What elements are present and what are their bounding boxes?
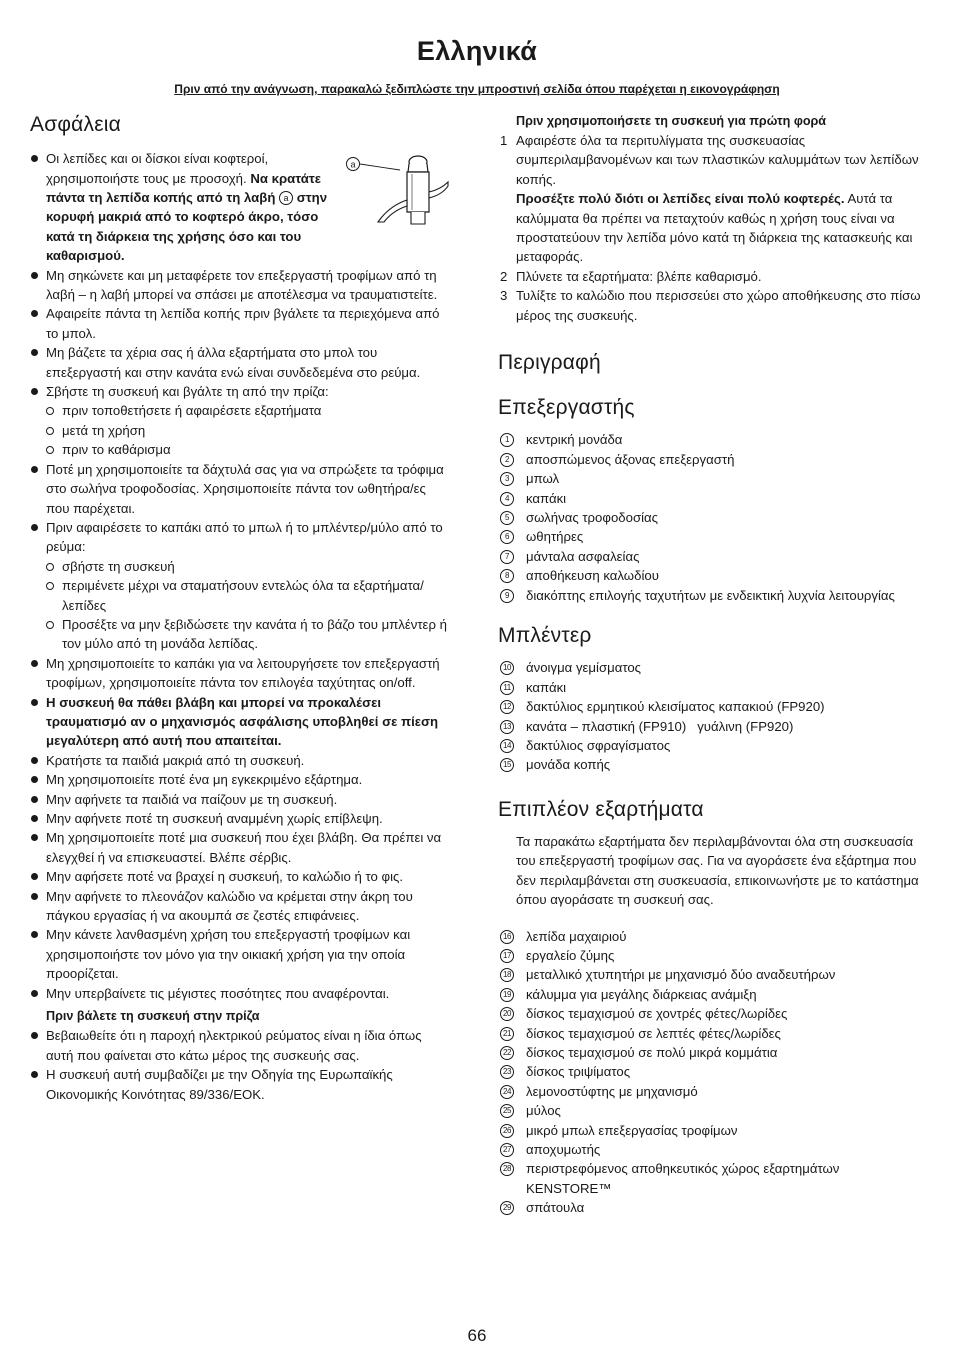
extra-item: 29 σπάτουλα [498,1198,926,1217]
part-item: 7 μάνταλα ασφαλείας [498,547,926,566]
safety-item: Πριν αφαιρέσετε το καπάκι από το μπωλ ή το μπλέντερ/μύλο από το ρεύμα: [30,518,450,557]
extras-intro: Τα παρακάτω εξαρτήματα δεν περιλαμβάνονται όλα στη συσκευασία του επεξεργαστή τροφίμων σας. Για να αγοράσετε ένα εξάρτημα που δεν περιλαμβάνεται στη συσκευασία, επικοινωνήστε με το κατάστημα όπου αγοράσατε τη συσκευή σας. [516,833,919,908]
extra-item: 18 μεταλλικό χτυπητήρι με μηχανισμό δύο αναδευτήρων [498,965,926,984]
safety-item: Μη βάζετε τα χέρια σας ή άλλα εξαρτήματα στο μπολ του επεξεργαστή και στην κανάτα ενώ είναι συνδεδεμένα στο ρεύμα. [30,343,450,382]
extras-heading: Επιπλέον εξαρτήματα [498,797,704,821]
safety-item: Ποτέ μη χρησιμοποιείτε τα δάχτυλά σας για να σπρώξετε τα τρόφιμα στο σωλήνα τροφοδοσίας. Χρησιμοποιείτε πάντα τον ωθητήρα/ες που παρέχεται. [30,460,450,518]
blender-heading: Μπλέντερ [498,624,592,648]
part-item: 12 δακτύλιος ερμητικού κλεισίματος καπακιού (FP920) [498,697,926,716]
safety-item: Σβήστε τη συσκευή και βγάλτε τη από την πρίζα: [30,382,450,401]
safety-item: Μην κάνετε λανθασμένη χρήση του επεξεργαστή τροφίμων και χρησιμοποιήστε τον μόνο για την οικιακή χρήση για την οποία προορίζεται. [30,925,450,983]
plug-item: Η συσκευή αυτή συμβαδίζει με την Οδηγία της Ευρωπαϊκής Οικονομικής Κοινότητας 89/336/ΕΟΚ. [30,1065,450,1104]
extra-item: 22 δίσκος τεμαχισμού σε πολύ μικρά κομμάτια [498,1043,926,1062]
safety-item: Μη χρησιμοποιείτε ποτέ μια συσκευή που έχει βλάβη. Θα πρέπει να ελεγχθεί ή να επισκευαστεί. Βλέπε σέρβις. [30,828,450,867]
safety-item: Μη σηκώνετε και μη μεταφέρετε τον επεξεργαστή τροφίμων από τη λαβή – η λαβή μπορεί να σπάσει με αποτέλεσμα να τραυματιστείτε. [30,266,450,305]
extra-item: 19 κάλυμμα για μεγάλης διάρκειας ανάμιξη [498,985,926,1004]
part-item: 6 ωθητήρες [498,527,926,546]
safety-item-warning: Η συσκευή θα πάθει βλάβη και μπορεί να προκαλέσει τραυματισμό αν ο μηχανισμός ασφάλισης υποβληθεί σε πίεση μεγαλύτερη από αυτή που απαιτείται. [30,693,450,751]
part-item: 11 καπάκι [498,678,926,697]
part-item: 13 κανάτα – πλαστική (FP910) γυάλινη (FP920) [498,717,926,736]
safety-item: Μην υπερβαίνετε τις μέγιστες ποσότητες που αναφέρονται. [30,984,450,1003]
plug-subheading: Πριν βάλετε τη συσκευή στην πρίζα [46,1009,260,1024]
safety-item-blades: Οι λεπίδες και οι δίσκοι είναι κοφτεροί, χρησιμοποιήστε τους με προσοχή. Να κρατάτε πάντα τη λεπίδα κοπής από τη λαβή a στην κορυφή μακριά από το κοφτερό άκρο, τόσο κατά τη διάρκεια της χρήσης όσο και του καθαρισμού. [30,149,336,265]
safety-subitem: σβήστε τη συσκευή [30,557,450,576]
blade-illustration [340,152,450,252]
safety-subitem: πριν τοποθετήσετε ή αφαιρέσετε εξαρτήματα [30,401,450,420]
part-item: 9 διακόπτης επιλογής ταχυτήτων με ενδεικτική λυχνία λειτουργίας [498,586,926,605]
extra-item: 26 μικρό μπωλ επεξεργασίας τροφίμων [498,1121,926,1140]
part-item: 8 αποθήκευση καλωδίου [498,566,926,585]
figure-callout-label: a [350,159,356,170]
part-item: 15 μονάδα κοπής [498,755,926,774]
safety-subitem: μετά τη χρήση [30,421,450,440]
extra-item: 27 αποχυμωτής [498,1140,926,1159]
extra-item: 20 δίσκος τεμαχισμού σε χοντρές φέτες/λωρίδες [498,1004,926,1023]
first-use-step: 1 Αφαιρέστε όλα τα περιτυλίγματα της συσκευασίας συμπεριλαμβανομένων και των πλαστικών καλυμμάτων των λεπίδων κοπής. Προσέξτε πολύ διότι οι λεπίδες είναι πολύ κοφτερές. Αυτά τα καλύμματα θα πρέπει να πεταχτούν καθώς η χρήση τους είναι να προστατεύουν την λεπίδα μόνο κατά τη διάρκεια της κατασκευής και μεταφοράς. [500,133,919,265]
part-item: 1 κεντρική μονάδα [498,430,926,449]
extra-item: 24 λεμονοστύφτης με μηχανισμό [498,1082,926,1101]
extra-item: 23 δίσκος τριψίματος [498,1062,926,1081]
part-item: 4 καπάκι [498,489,926,508]
description-heading: Περιγραφή [498,351,601,375]
safety-column [30,112,450,1104]
first-use-heading: Πριν χρησιμοποιήσετε τη συσκευή για πρώτη φορά [516,114,827,128]
safety-subitem: περιμένετε μέχρι να σταματήσουν εντελώς όλα τα εξαρτήματα/λεπίδες [30,576,450,615]
first-use-step: 2 Πλύνετε τα εξαρτήματα: βλέπε καθαρισμό. [500,268,762,284]
extra-item: 25 μύλος [498,1101,926,1120]
part-item: 2 αποσπώμενος άξονας επεξεργαστή [498,450,926,469]
part-item: 14 δακτύλιος σφραγίσματος [498,736,926,755]
unfold-note: Πριν από την ανάγνωση, παρακαλώ ξεδιπλώστε την μπροστινή σελίδα όπου παρέχεται η εικονογράφηση [174,82,780,96]
extra-item: 28 περιστρεφόμενος αποθηκευτικός χώρος εξαρτημάτων KENSTORE™ [498,1159,926,1198]
processor-heading: Επεξεργαστής [498,396,635,420]
safety-item: Μην αφήσετε ποτέ να βραχεί η συσκευή, το καλώδιο ή το φις. [30,867,450,886]
extras-list [498,927,926,1218]
safety-item: Μην αφήνετε το πλεονάζον καλώδιο να κρέμεται στην άκρη του πάγκου εργασίας ή να ακουμπά σε ζεστές επιφάνειες. [30,887,450,926]
extra-item: 16 λεπίδα μαχαιριού [498,927,926,946]
safety-item: Κρατήστε τα παιδιά μακριά από τη συσκευή. [30,751,450,770]
plug-item: Βεβαιωθείτε ότι η παροχή ηλεκτρικού ρεύματος είναι η ίδια όπως αυτή που φαίνεται στο κάτω μέρος της συσκευής σας. [30,1026,450,1065]
safety-item: Μη χρησιμοποιείτε το καπάκι για να λειτουργήσετε τον επεξεργαστή τροφίμων, χρησιμοποιείτε πάντα τον επιλογέα ταχύτητας on/off. [30,654,450,693]
safety-subitem: πριν το καθάρισμα [30,440,450,459]
first-use-step: 3 Τυλίξτε το καλώδιο που περισσεύει στο χώρο αποθήκευσης στο πίσω μέρος της συσκευής. [500,288,921,323]
page-number: 66 [467,1326,487,1345]
safety-item: Μην αφήνετε τα παιδιά να παίζουν με τη συσκευή. [30,790,450,809]
part-item: 10 άνοιγμα γεμίσματος [498,658,926,677]
extra-item: 17 εργαλείο ζύμης [498,946,926,965]
page-title: Ελληνικά [416,36,538,66]
processor-parts-list [498,430,926,605]
blender-parts-list [498,658,926,774]
part-item: 5 σωλήνας τροφοδοσίας [498,508,926,527]
safety-heading: Ασφάλεια [30,113,121,136]
extra-item: 21 δίσκος τεμαχισμού σε λεπτές φέτες/λωρίδες [498,1024,926,1043]
first-use-steps [498,131,926,325]
safety-item: Μη χρησιμοποιείτε ποτέ ένα μη εγκεκριμένο εξάρτημα. [30,770,450,789]
description-column [498,112,926,1218]
safety-item: Αφαιρείτε πάντα τη λεπίδα κοπής πριν βγάλετε τα περιεχόμενα από το μπολ. [30,304,450,343]
part-item: 3 μπωλ [498,469,926,488]
safety-list [30,149,450,1104]
callout-a-marker: a [279,191,293,205]
safety-item: Μην αφήνετε ποτέ τη συσκευή αναμμένη χωρίς επίβλεψη. [30,809,450,828]
safety-subitem: Προσέξτε να μην ξεβιδώσετε την κανάτα ή το βάζο του μπλέντερ ή τον μύλο από τη μονάδα λεπίδας. [30,615,450,654]
